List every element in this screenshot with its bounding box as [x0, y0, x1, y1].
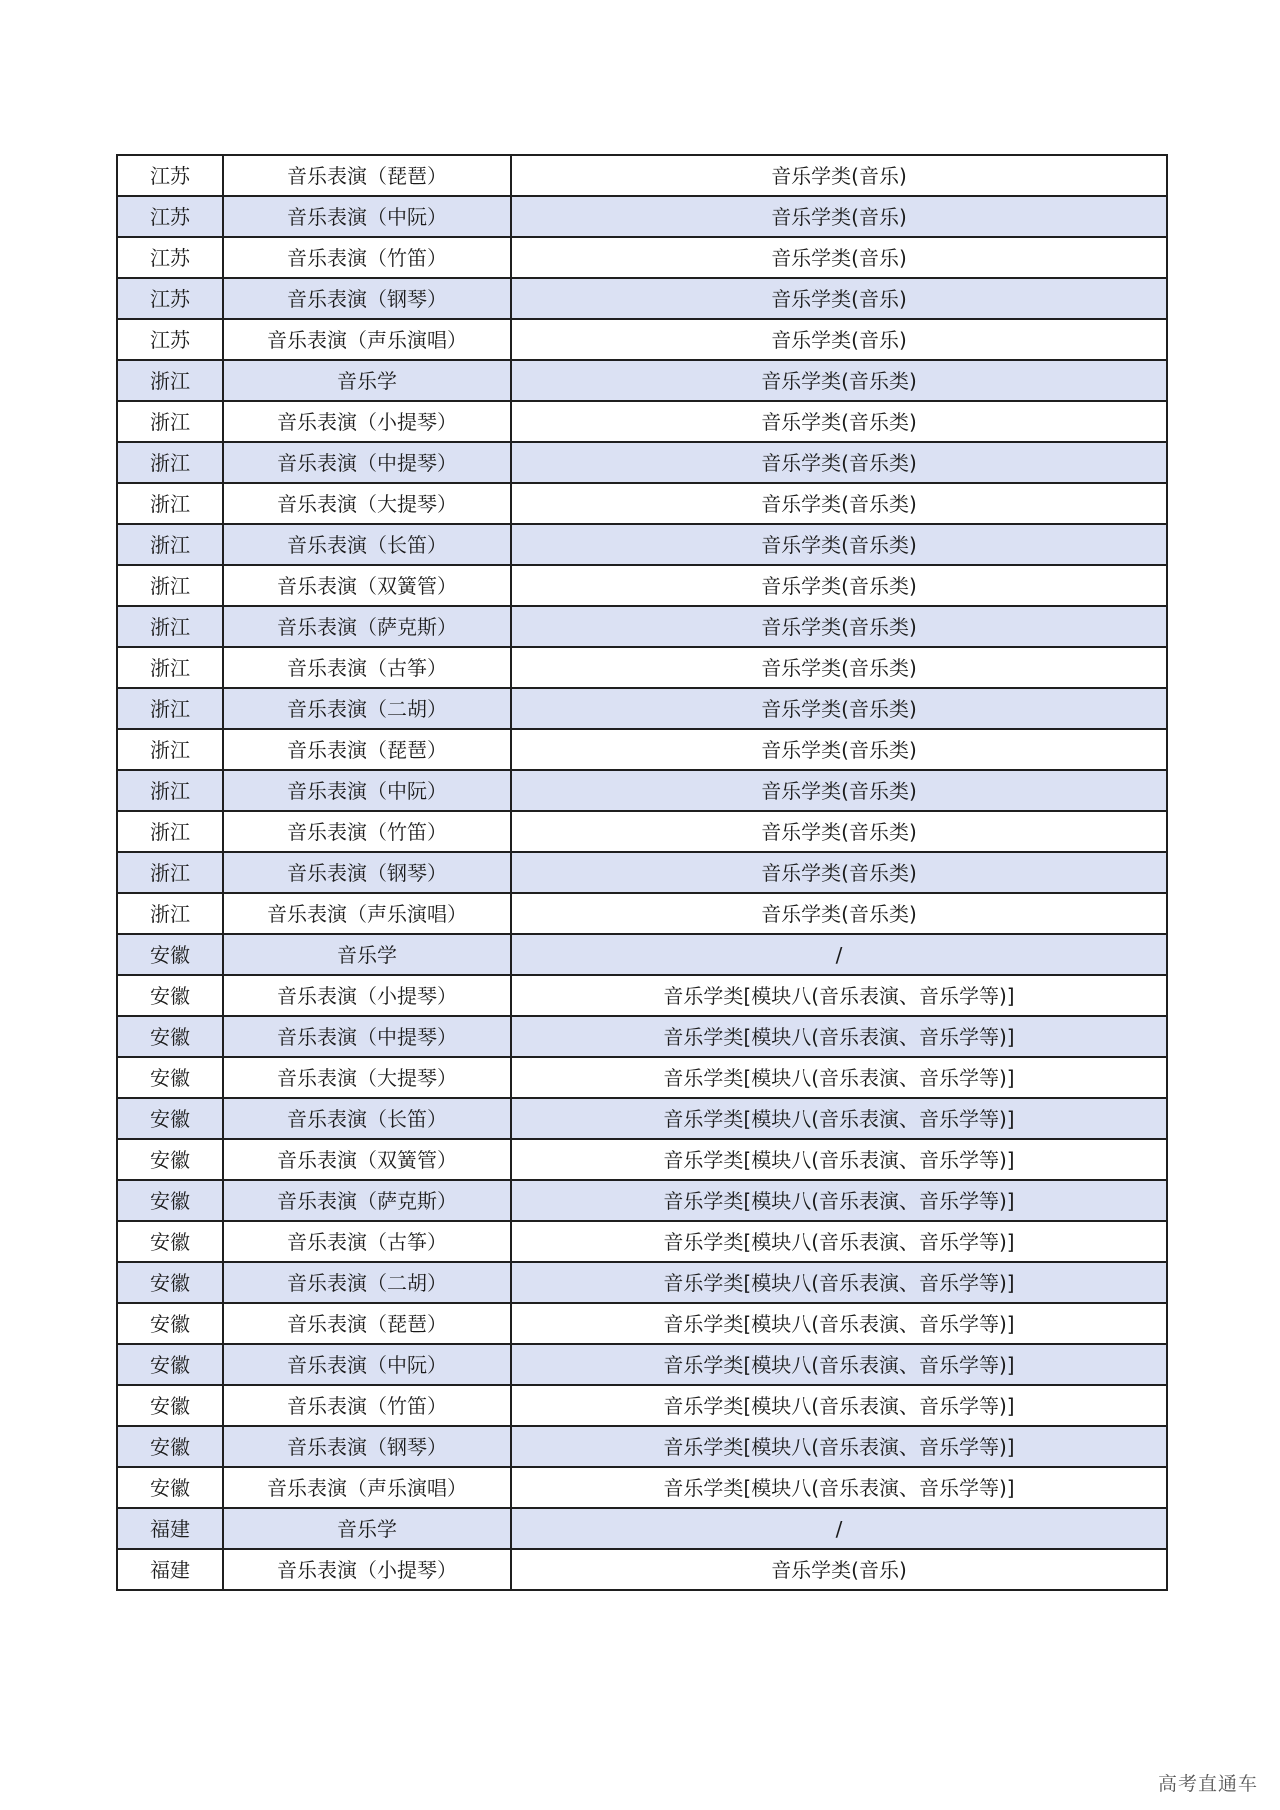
major-cell: 音乐表演（琵琶）	[223, 729, 511, 770]
major-cell: 音乐表演（琵琶）	[223, 1303, 511, 1344]
category-cell: 音乐学类(音乐类)	[511, 401, 1167, 442]
major-cell: 音乐表演（小提琴）	[223, 1549, 511, 1590]
category-cell: 音乐学类(音乐)	[511, 278, 1167, 319]
table-row	[117, 811, 1167, 852]
table-row	[117, 1180, 1167, 1221]
major-cell: 音乐表演（中阮）	[223, 770, 511, 811]
table-row	[117, 647, 1167, 688]
province-cell: 福建	[117, 1508, 223, 1549]
category-cell: 音乐学类[模块八(音乐表演、音乐学等)]	[511, 975, 1167, 1016]
table-row	[117, 401, 1167, 442]
province-cell: 浙江	[117, 442, 223, 483]
province-cell: 安徽	[117, 1057, 223, 1098]
table-row	[117, 1016, 1167, 1057]
province-cell: 浙江	[117, 606, 223, 647]
category-cell: 音乐学类[模块八(音乐表演、音乐学等)]	[511, 1057, 1167, 1098]
province-cell: 浙江	[117, 565, 223, 606]
major-cell: 音乐表演（竹笛）	[223, 1385, 511, 1426]
category-cell: 音乐学类(音乐)	[511, 319, 1167, 360]
province-cell: 浙江	[117, 524, 223, 565]
major-cell: 音乐表演（古筝）	[223, 647, 511, 688]
table-body	[117, 155, 1167, 1590]
province-cell: 安徽	[117, 1467, 223, 1508]
table-row	[117, 196, 1167, 237]
province-cell: 安徽	[117, 1098, 223, 1139]
category-cell: 音乐学类(音乐类)	[511, 565, 1167, 606]
table-row	[117, 1549, 1167, 1590]
major-cell: 音乐表演（大提琴）	[223, 483, 511, 524]
category-cell: 音乐学类[模块八(音乐表演、音乐学等)]	[511, 1426, 1167, 1467]
province-cell: 浙江	[117, 483, 223, 524]
category-cell: 音乐学类[模块八(音乐表演、音乐学等)]	[511, 1180, 1167, 1221]
province-cell: 江苏	[117, 155, 223, 196]
table-row	[117, 1508, 1167, 1549]
table-row	[117, 1385, 1167, 1426]
major-cell: 音乐表演（声乐演唱）	[223, 1467, 511, 1508]
category-cell: 音乐学类(音乐)	[511, 1549, 1167, 1590]
category-cell: 音乐学类[模块八(音乐表演、音乐学等)]	[511, 1303, 1167, 1344]
major-cell: 音乐表演（长笛）	[223, 524, 511, 565]
category-cell: /	[511, 934, 1167, 975]
category-cell: 音乐学类[模块八(音乐表演、音乐学等)]	[511, 1344, 1167, 1385]
major-cell: 音乐表演（双簧管）	[223, 565, 511, 606]
table-row	[117, 770, 1167, 811]
category-cell: 音乐学类[模块八(音乐表演、音乐学等)]	[511, 1385, 1167, 1426]
category-cell: /	[511, 1508, 1167, 1549]
category-cell: 音乐学类(音乐类)	[511, 811, 1167, 852]
province-cell: 安徽	[117, 1139, 223, 1180]
table-row	[117, 319, 1167, 360]
major-cell: 音乐表演（中提琴）	[223, 1016, 511, 1057]
province-cell: 安徽	[117, 1016, 223, 1057]
table-row	[117, 442, 1167, 483]
major-cell: 音乐表演（双簧管）	[223, 1139, 511, 1180]
table-row	[117, 893, 1167, 934]
category-cell: 音乐学类(音乐类)	[511, 647, 1167, 688]
major-cell: 音乐表演（小提琴）	[223, 401, 511, 442]
category-cell: 音乐学类(音乐类)	[511, 729, 1167, 770]
province-cell: 浙江	[117, 770, 223, 811]
category-cell: 音乐学类[模块八(音乐表演、音乐学等)]	[511, 1139, 1167, 1180]
province-cell: 江苏	[117, 319, 223, 360]
province-cell: 安徽	[117, 934, 223, 975]
province-cell: 安徽	[117, 1344, 223, 1385]
province-cell: 浙江	[117, 893, 223, 934]
major-cell: 音乐表演（中提琴）	[223, 442, 511, 483]
table-row	[117, 1098, 1167, 1139]
watermark-text: 高考直通车	[1157, 1773, 1258, 1795]
category-cell: 音乐学类(音乐)	[511, 237, 1167, 278]
category-cell: 音乐学类[模块八(音乐表演、音乐学等)]	[511, 1262, 1167, 1303]
category-cell: 音乐学类(音乐类)	[511, 893, 1167, 934]
table-row	[117, 729, 1167, 770]
major-cell: 音乐表演（钢琴）	[223, 278, 511, 319]
table-row	[117, 688, 1167, 729]
table-row	[117, 278, 1167, 319]
province-cell: 浙江	[117, 729, 223, 770]
category-cell: 音乐学类(音乐类)	[511, 688, 1167, 729]
province-cell: 安徽	[117, 1262, 223, 1303]
province-cell: 浙江	[117, 852, 223, 893]
major-cell: 音乐表演（声乐演唱）	[223, 319, 511, 360]
major-cell: 音乐表演（中阮）	[223, 1344, 511, 1385]
table-row	[117, 565, 1167, 606]
category-cell: 音乐学类(音乐类)	[511, 442, 1167, 483]
category-cell: 音乐学类(音乐类)	[511, 770, 1167, 811]
province-cell: 江苏	[117, 196, 223, 237]
table-row	[117, 1467, 1167, 1508]
major-cell: 音乐学	[223, 934, 511, 975]
province-cell: 福建	[117, 1549, 223, 1590]
table-row	[117, 237, 1167, 278]
table-row	[117, 360, 1167, 401]
province-cell: 安徽	[117, 1180, 223, 1221]
table-row	[117, 1139, 1167, 1180]
category-cell: 音乐学类(音乐类)	[511, 483, 1167, 524]
table-row	[117, 1426, 1167, 1467]
category-cell: 音乐学类[模块八(音乐表演、音乐学等)]	[511, 1221, 1167, 1262]
major-cell: 音乐表演（古筝）	[223, 1221, 511, 1262]
province-cell: 安徽	[117, 1426, 223, 1467]
major-cell: 音乐表演（钢琴）	[223, 852, 511, 893]
table-row	[117, 1262, 1167, 1303]
major-cell: 音乐表演（琵琶）	[223, 155, 511, 196]
major-cell: 音乐表演（竹笛）	[223, 811, 511, 852]
major-cell: 音乐表演（竹笛）	[223, 237, 511, 278]
province-cell: 浙江	[117, 688, 223, 729]
category-cell: 音乐学类[模块八(音乐表演、音乐学等)]	[511, 1016, 1167, 1057]
category-cell: 音乐学类(音乐类)	[511, 606, 1167, 647]
category-cell: 音乐学类[模块八(音乐表演、音乐学等)]	[511, 1098, 1167, 1139]
major-category-table	[116, 154, 1168, 1591]
table-row	[117, 483, 1167, 524]
category-cell: 音乐学类(音乐类)	[511, 360, 1167, 401]
major-cell: 音乐表演（中阮）	[223, 196, 511, 237]
major-cell: 音乐表演（小提琴）	[223, 975, 511, 1016]
major-cell: 音乐表演（长笛）	[223, 1098, 511, 1139]
category-cell: 音乐学类(音乐类)	[511, 852, 1167, 893]
table-row	[117, 975, 1167, 1016]
table-row	[117, 1057, 1167, 1098]
table-row	[117, 1303, 1167, 1344]
table-row	[117, 1221, 1167, 1262]
province-cell: 安徽	[117, 1221, 223, 1262]
province-cell: 江苏	[117, 278, 223, 319]
major-cell: 音乐表演（二胡）	[223, 1262, 511, 1303]
province-cell: 浙江	[117, 360, 223, 401]
category-cell: 音乐学类(音乐类)	[511, 524, 1167, 565]
category-cell: 音乐学类[模块八(音乐表演、音乐学等)]	[511, 1467, 1167, 1508]
province-cell: 浙江	[117, 811, 223, 852]
table-row	[117, 1344, 1167, 1385]
province-cell: 安徽	[117, 1385, 223, 1426]
category-cell: 音乐学类(音乐)	[511, 196, 1167, 237]
table-row	[117, 524, 1167, 565]
table-row	[117, 852, 1167, 893]
table-row	[117, 606, 1167, 647]
major-cell: 音乐表演（萨克斯）	[223, 606, 511, 647]
major-cell: 音乐学	[223, 1508, 511, 1549]
table-row	[117, 155, 1167, 196]
table-row	[117, 934, 1167, 975]
major-cell: 音乐表演（钢琴）	[223, 1426, 511, 1467]
province-cell: 江苏	[117, 237, 223, 278]
category-cell: 音乐学类(音乐)	[511, 155, 1167, 196]
province-cell: 安徽	[117, 975, 223, 1016]
major-cell: 音乐表演（萨克斯）	[223, 1180, 511, 1221]
province-cell: 浙江	[117, 647, 223, 688]
major-cell: 音乐表演（大提琴）	[223, 1057, 511, 1098]
major-cell: 音乐表演（声乐演唱）	[223, 893, 511, 934]
province-cell: 浙江	[117, 401, 223, 442]
province-cell: 安徽	[117, 1303, 223, 1344]
major-cell: 音乐学	[223, 360, 511, 401]
major-cell: 音乐表演（二胡）	[223, 688, 511, 729]
